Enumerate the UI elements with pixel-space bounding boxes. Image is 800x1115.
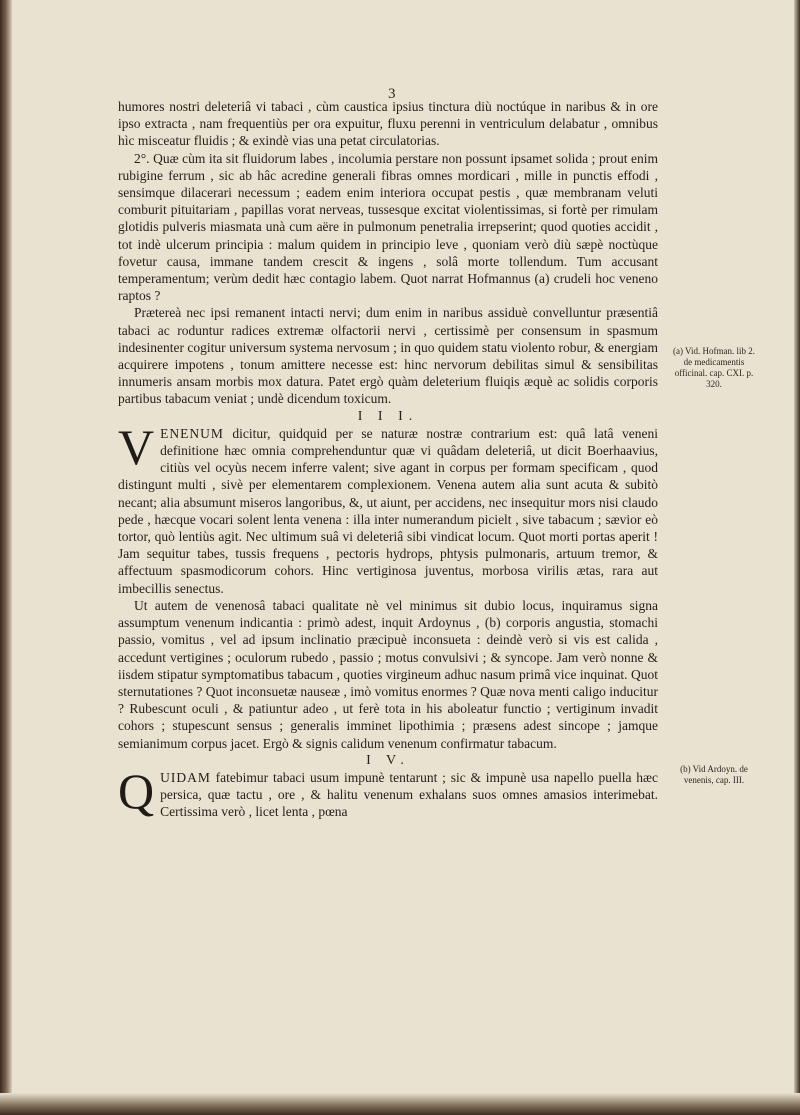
paragraph-4 [118,418,658,597]
margin-note-b: (b) Vid Ardoyn. de venenis, cap. III. [680,764,748,785]
body-text [118,98,658,821]
paragraph-2: 2°. Quæ cùm ita sit fluidorum labes , incolumia perstare non possunt ipsamet solida ; prout enim rubigine ferrum , sic ab hâc acredine generali fibras omnes mordicari , mille in punctis effodi , sensimque dilacerari necessum ; eadem enim interiora occupat pestis , quæ membranam veluti comburit pituitariam , papillas vorat nerveas, tussesque excitat violentissimas, si fortè per rimulam glotidis pulveris miasmata unà cum aëre in pulmonum penetralia irrepserint; quod quoties accidit , tot indè ulcerum principia : malum quidem in principio leve , quoniam verò diù sæpè noctùque fovetur causa, immane tandem crescit & ingens , solâ morte tollendum. Tum accusant temperamentum; verùm dedit hæc contagio labem. Quot narrat Hofmannus (a) crudeli hoc veneno raptos ? [118,150,658,304]
binding-edge [0,0,12,1115]
margin-note-a: (a) Vid. Hofman. lib 2. de medicamentis officinal. cap. CXI. p. 320. [672,346,756,389]
drop-cap-v: V [118,418,155,475]
opening-word: UIDAM [160,769,211,785]
page-right-edge [794,0,800,1115]
paragraph-6-text: fatebimur tabaci usum impunè tentarunt ; sic & impunè usa napello puella hæc persica, quæ tactu , ore , & halitu venenum exhalans suos omnes amasios interimebat. Certissima verò , licet lenta , pœna [160,769,658,820]
section-heading-3: I I I. [357,408,419,424]
section-heading-4: I V. [366,752,410,768]
paragraph-6 [118,762,658,821]
page-number: 3 [388,86,396,102]
page-bottom-edge [0,1093,800,1115]
drop-cap-q: Q [118,762,155,819]
opening-word: ENENUM [160,425,224,441]
paragraph-1: humores nostri deleteriâ vi tabaci , cùm caustica ipsius tinctura diù noctúque in naribus & in ore ipso extracta , nam frequentiùs per ora expuitur, fluxu perenni in ventriculum delabatur , omnibus hìc misceatur fluidis ; & exindè vias una petat circulatorias. [118,99,658,149]
paragraph-5: Ut autem de venenosâ tabaci qualitate nè vel minimus sit dubio locus, inquiramus signa assumptum venenum indicantia : primò adest, inquit Ardoynus , (b) corporis angustia, stomachi passio, vomitus , vel ad ipsum inclinatio præcipuè inconsueta : deindè verò si vis est calida , accedunt vertigines ; oculorum rubedo , passio ; motus convulsivi ; & syncope. Jam verò nonne & iisdem stipatur symptomatibus tabacum , quoties virgineum adhuc nasum primâ vice inquinat. Quot sternutationes ? Quot inconsuetæ nauseæ , imò vomitus enormes ? Quæ nova menti caligo inducitur ? Rubescunt oculi , & patiuntur adeo , ut ferè tota in his aboleatur functio ; vertiginum invadit cohors ; stupescunt sensus ; generalis imminet lipothimia ; præsens adest sincope ; jamque semianimum corpus jacet. Ergò & signis calidum venenum confirmatur tabacum. [118,597,658,751]
paragraph-3: Prætereà nec ipsi remanent intacti nervi; dum enim in naribus assiduè convelluntur præsentiâ tabaci ac roduntur radices extremæ olfactorii nervi , certissimè per consensum in spasmum indesinenter cogitur universum systema nervosum ; in quo quidem statu violento robur, & energiam acquirere impotens , tonum amittere necesse est: hinc nervorum debilitas simul & sensibilitas innumeris ansam morbis mox datura. Patet ergò quàm deleterium fluiqis æquè ac solidis corporis partibus tabacum veniat ; undè dicendum toxicum. [118,305,658,407]
paragraph-4-text: dicitur, quidquid per se naturæ nostræ contrarium est: quâ latâ veneni definitione hæc omnia comprehenduntur quæ vi quâdam deleteriâ, ut dicit Boerhaavius, citiùs vel ocyùs necem inferre valent; sive agant in corpus per formam specificam , quod distingunt multi , sivè per elementarem complexionem. Venena autem alia sunt acuta & subitò necant; alia absumunt miseros langoribus, &, ut aiunt, per accidens, nec insequitur mors nisi claudo pede , hæcque vocari solent lenta venena : illa inter numerandum picielt , sive tabacum ; sævior eò tortor, quò lentiùs agit. Nec ultimum suâ vi deleteriâ sibi vindicat locum. Quot morti portas aperit ! Jam sequitur tabes, tussis frequens , pectoris hydrops, phtysis pulmonaris, artuum tremor, & affectuum spasmodicorum cohors. Hinc vertiginosa juventus, morbosa virilis ætas, rara aut imbecillis senectus. [118,425,658,596]
